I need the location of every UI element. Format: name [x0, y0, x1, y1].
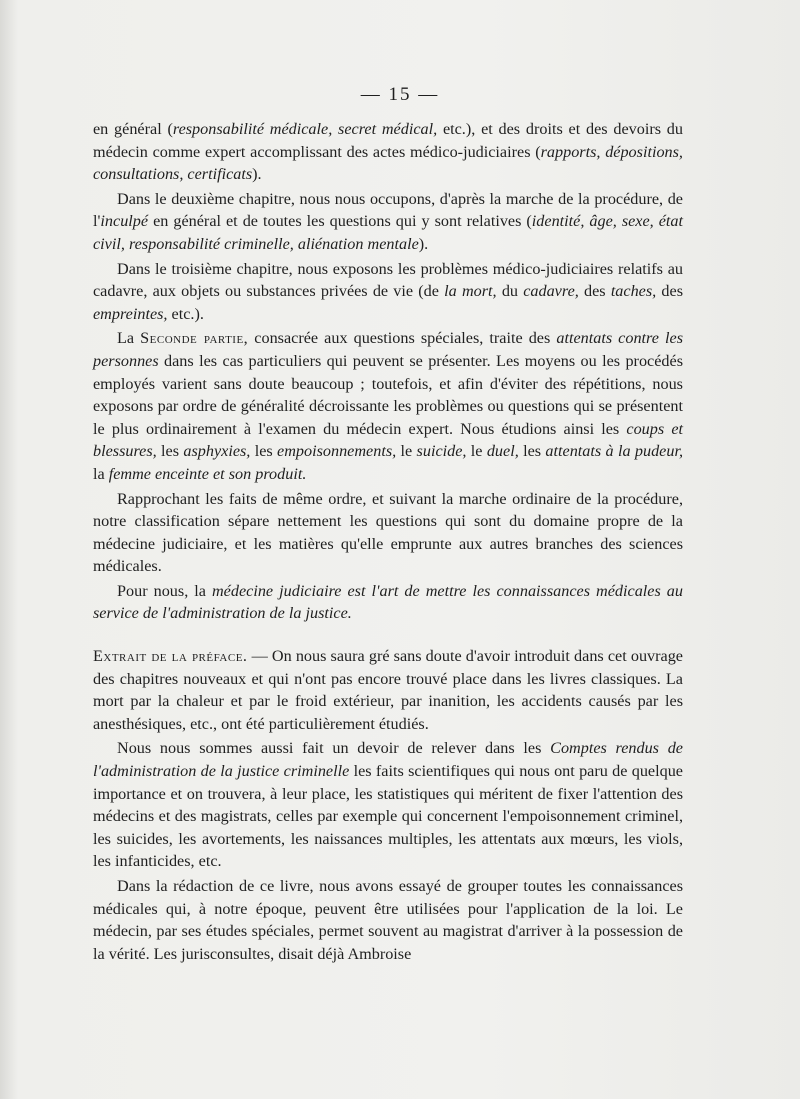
italic-text: Comptes rendus de l'administration de la justice criminelle [93, 739, 683, 781]
text-run: les [518, 442, 546, 461]
paragraph [93, 327, 683, 485]
paragraph [93, 488, 683, 578]
text-run: La [117, 329, 141, 348]
text-run: consacrée aux questions spéciales, traite des [248, 329, 557, 348]
text-run: en général et de toutes les questions qui y sont relatives ( [148, 212, 532, 231]
text-run: les [156, 442, 184, 461]
italic-text: attentats à la pudeur, [545, 442, 684, 461]
italic-text: empoisonnements, [277, 442, 397, 461]
paragraph [93, 875, 683, 965]
paragraph [93, 737, 683, 873]
italic-text: la mort, [444, 282, 497, 301]
small-caps-text: Extrait de la préface. [93, 647, 248, 666]
italic-text: femme enceinte et son produit. [108, 464, 307, 483]
paragraph [93, 580, 683, 625]
text-run: des [578, 282, 611, 301]
text-run: Rapprochant les faits de même ordre, et suivant la marche ordinaire de la procédure, notre classification sépare nettement les questions qui sont du domaine propre de la médecine judiciaire, et les matières qu'elle emprunte aux autres branches des sciences médicales. [93, 489, 683, 576]
paragraph [93, 645, 683, 735]
italic-text: inculpé [100, 212, 149, 231]
page-number: — 15 — [360, 84, 440, 105]
italic-text: duel, [486, 442, 519, 461]
text-run: du [496, 282, 524, 301]
italic-text: asphyxies, [183, 442, 251, 461]
paragraph [93, 188, 683, 256]
text-run: — On nous saura gré sans doute d'avoir introduit dans cet ouvrage des chapitres nouveaux et qui n'ont pas encore trouvé place dans les livres classiques. La mort par la chaleur et par le froid extérieur, par inanition, les accidents causés par les anesthésiques, etc., ont été particulièrement étudiés. [93, 647, 683, 733]
italic-text: taches, [610, 282, 657, 301]
text-run: en général ( [93, 120, 173, 138]
italic-text: coups et blessures, [93, 419, 683, 461]
text-run: le [466, 442, 487, 461]
paragraph [93, 118, 683, 186]
italic-text: médecine judiciaire est l'art de mettre les connaissances médicales au service de l'administration de la justice. [93, 581, 683, 623]
italic-text: responsabilité médicale, secret médical, [172, 120, 438, 138]
small-caps-text: Seconde partie, [140, 329, 249, 348]
body-text [93, 118, 683, 967]
text-run: Dans le deuxième chapitre, nous nous occupons, d'après la marche de la procédure, de l' [93, 189, 683, 231]
text-run: etc.). [167, 304, 204, 323]
text-run: le [396, 442, 417, 461]
italic-text: rapports, dépositions, consultations, certificats [93, 142, 683, 184]
italic-text: identité, âge, sexe, état civil, responsabilité criminelle, aliénation mentale [93, 212, 683, 253]
text-run: des [656, 282, 684, 301]
text-run: les faits scientifiques qui nous ont paru de quelque importance et on trouvera, à leur place, les statistiques qui méritent de fixer l'attention des médecins et des magistrats, celles par exemple qui concernent l'empoisonnement criminel, les suicides, les avortements, les naissances multiples, les attentats aux mœurs, les viols, les infanticides, etc. [93, 762, 683, 871]
text-run: Dans le troisième chapitre, nous exposons les problèmes médico-judiciaires relatifs au cadavre, aux objets ou substances privées de vie (de [93, 259, 683, 301]
italic-text: empreintes, [93, 304, 168, 323]
text-run: ). [252, 165, 262, 184]
text-run: Dans la rédaction de ce livre, nous avons essayé de grouper toutes les connaissances médicales qui, à notre époque, peuvent être utilisées pour l'application de la loi. Le médecin, par ses études spéciales, permet souvent au magistrat d'arriver à la possession de la vérité. Les jurisconsultes, disait déjà Ambroise [93, 877, 683, 963]
text-run: ). [418, 234, 429, 253]
text-run: Pour nous, la [117, 581, 212, 600]
italic-text: cadavre, [523, 282, 579, 301]
paragraph [93, 258, 683, 326]
italic-text: attentats contre les personnes [93, 329, 683, 370]
text-run: etc.), et des droits et des devoirs du médecin comme expert accomplissant des actes médico-judiciaires ( [93, 120, 683, 161]
text-run: Nous nous sommes aussi fait un devoir de relever dans les [117, 739, 551, 758]
text-run: la [93, 464, 109, 483]
text-run: les [250, 442, 278, 461]
text-run: dans les cas particuliers qui peuvent se présenter. Les moyens ou les procédés employés varient sans doute beaucoup ; toutefois, et afin d'éviter des répétitions, nous exposons par ordre de généralité décroissante les problèmes ou questions qui se présentent le plus ordinairement à l'examen du médecin expert. Nous étudions ainsi les [93, 351, 683, 438]
italic-text: suicide, [416, 442, 467, 461]
